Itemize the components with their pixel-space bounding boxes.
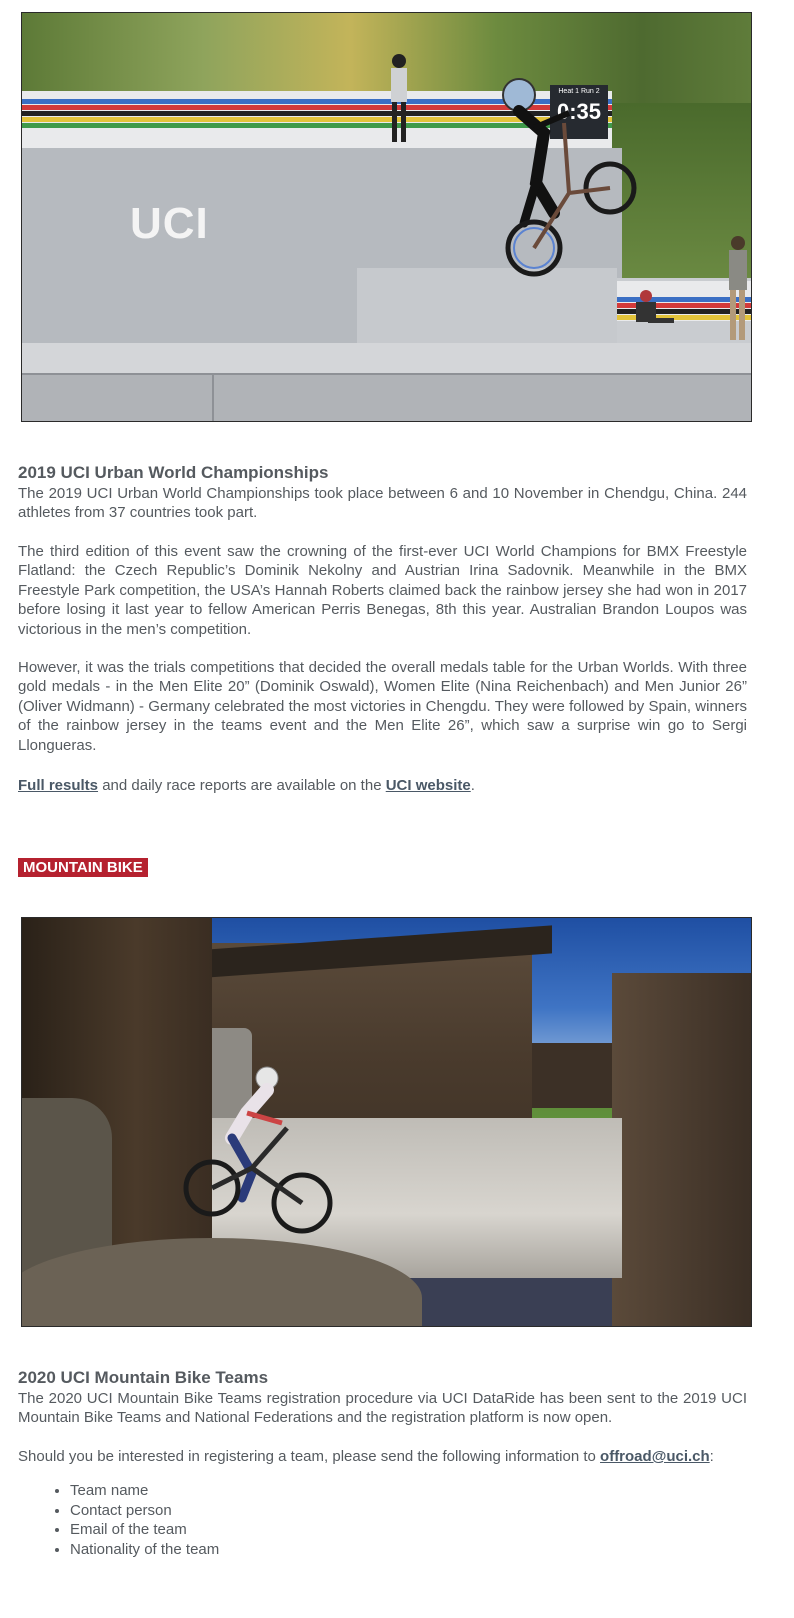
spectator-standing-figure: [724, 235, 751, 345]
list-item: • Email of the team: [70, 1520, 219, 1540]
timer-scoreboard: Heat 1 Run 2 0:35: [550, 85, 608, 139]
spectator-sitting-figure: [626, 288, 676, 333]
list-item: • Nationality of the team: [70, 1540, 219, 1560]
urban-championships-title: 2019 UCI Urban World Championships: [18, 463, 329, 482]
team-info-list: [18, 1481, 219, 1559]
uci-logo-on-wall: UCI: [130, 199, 209, 248]
bmx-rider-figure: [474, 73, 644, 283]
ramp-floor: [22, 373, 751, 422]
photographer-figure: [384, 51, 414, 146]
mountain-biker-figure: [172, 1058, 342, 1238]
offroad-email-link[interactable]: offroad@uci.ch: [600, 1448, 710, 1465]
wooden-chalet-right: [612, 973, 751, 1326]
urban-paragraph-2: The third edition of this event saw the crowning of the first-ever UCI World Champions for BMX Freestyle Flatland: the Czech Republic’s Dominik Nekolny and Austrian Irina Sadovnik. Meanwhile in the BMX Freestyle Park competition, the USA’s Hannah Roberts claimed back the rainbow jersey she had won in 2017 before losing it last year to fellow American Perris Benegas, 8th this year. Australian Brandon Loupos was victorious in the men’s competition.: [18, 543, 747, 638]
mtb-paragraph-1: The 2020 UCI Mountain Bike Teams registration procedure via UCI DataRide has been sent to the 2019 UCI Mountain Bike Teams and National Federations and the registration platform is now open.: [18, 1390, 747, 1427]
list-item: • Team name: [70, 1481, 219, 1501]
results-paragraph: Full results and daily race reports are available on the UCI website.: [18, 777, 475, 794]
full-results-link[interactable]: Full results: [18, 777, 99, 794]
mountain-bike-photo: [21, 917, 752, 1327]
urban-paragraph-1: The 2019 UCI Urban World Championships took place between 6 and 10 November in Chendgu, China. 244 athletes from 37 countries took part.: [18, 485, 747, 522]
bmx-park-photo: [21, 12, 752, 422]
uci-website-link[interactable]: UCI website: [385, 777, 471, 794]
mtb-teams-title: 2020 UCI Mountain Bike Teams: [18, 1368, 269, 1387]
mtb-paragraph-2: Should you be interested in registering a team, please send the following information to offroad@uci.ch:: [18, 1448, 714, 1465]
list-item: • Contact person: [70, 1501, 219, 1521]
mountain-bike-section-tag: MOUNTAIN BIKE: [18, 858, 148, 877]
urban-paragraph-3: However, it was the trials competitions that decided the overall medals table for the Urban Worlds. With three gold medals - in the Men Elite 20” (Dominik Oswald), Women Elite (Nina Reichenbach) and Men Junior 26” (Oliver Widmann) - Germany celebrated the most victories in Chengdu. They were followed by Spain, winners of the rainbow jersey in the teams event and the Men Elite 26”, which saw a surprise win go to Sergi Llongueras.: [18, 659, 747, 754]
